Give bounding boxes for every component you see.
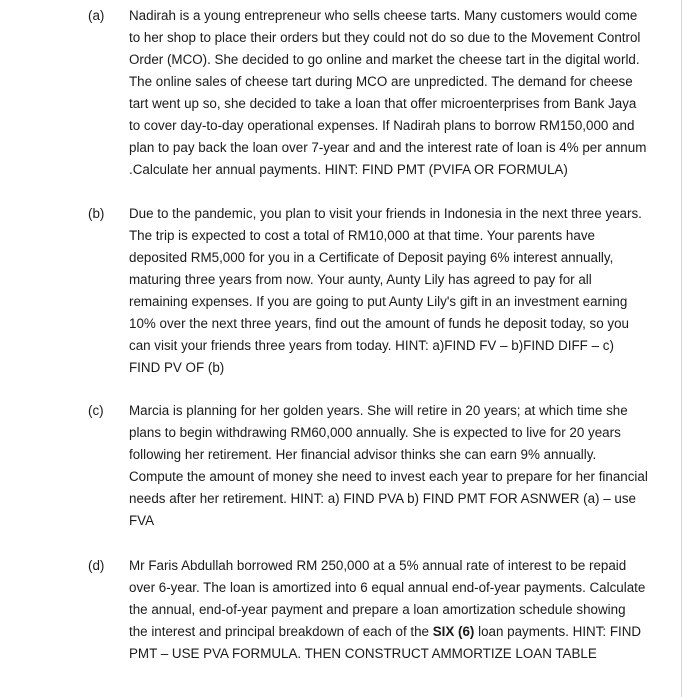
page-edge-divider <box>681 0 682 697</box>
text-segment: loan payments. HINT: FIND <box>474 624 642 639</box>
question-label: (b) <box>88 206 105 221</box>
question-text-line: plans to begin withdrawing RM60,000 annually. She is expected to live for 20 years <box>129 425 621 440</box>
question-text-line-mixed <box>129 621 641 643</box>
question-text-line: over 6-year. The loan is amortized into 6 equal annual end-of-year payments. Calculate <box>129 580 646 595</box>
question-text-line: Marcia is planning for her golden years. She will retire in 20 years; at which time she <box>129 403 628 418</box>
question-text-line: Order (MCO). She decided to go online and market the cheese tart in the digital world. <box>129 52 640 67</box>
question-text-line: Compute the amount of money she need to invest each year to prepare for her financial <box>129 469 648 484</box>
question-text-line: following her retirement. Her financial advisor thinks she can earn 9% annually. <box>129 447 597 462</box>
question-label: (d) <box>88 558 105 573</box>
question-text-line: maturing three years from now. Your aunty, Aunty Lily has agreed to pay for all <box>129 272 592 287</box>
question-text-line: The trip is expected to cost a total of RM10,000 at that time. Your parents have <box>129 228 595 243</box>
question-text-line: deposited RM5,000 for you in a Certificate of Deposit paying 6% interest annually, <box>129 250 614 265</box>
question-text-line: to her shop to place their orders but they could not do so due to the Movement Control <box>129 30 641 45</box>
question-text-line: tart went up so, she decided to take a loan that offer microenterprises from Bank Jaya <box>129 96 637 111</box>
question-text-line: Mr Faris Abdullah borrowed RM 250,000 at a 5% annual rate of interest to be repaid <box>129 558 627 573</box>
question-text-line: to cover day-to-day operational expenses. If Nadirah plans to borrow RM150,000 and <box>129 118 635 133</box>
question-text-line: 10% over the next three years, find out the amount of funds he deposit today, so you <box>129 316 629 331</box>
emphasis-six: SIX (6) <box>432 624 475 639</box>
text-segment: the interest and principal breakdown of each of the <box>129 624 433 639</box>
question-label: (a) <box>88 8 105 23</box>
question-text-line: FVA <box>129 513 155 528</box>
question-text-line: the annual, end-of-year payment and prepare a loan amortization schedule showing <box>129 602 626 617</box>
question-label: (c) <box>88 403 104 418</box>
question-text-line: needs after her retirement. HINT: a) FIND PVA b) FIND PMT FOR ASNWER (a) – use <box>129 491 636 506</box>
question-text-line: Nadirah is a young entrepreneur who sells cheese tarts. Many customers would come <box>129 8 638 23</box>
question-text-line: Due to the pandemic, you plan to visit your friends in Indonesia in the next three years. <box>129 206 642 221</box>
question-text-line: .Calculate her annual payments. HINT: FIND PMT (PVIFA OR FORMULA) <box>129 162 568 177</box>
question-text-line: remaining expenses. If you are going to put Aunty Lily's gift in an investment earning <box>129 294 628 309</box>
question-text-line: PMT – USE PVA FORMULA. THEN CONSTRUCT AMMORTIZE LOAN TABLE <box>129 646 597 661</box>
question-text-line: The online sales of cheese tart during MCO are unpredicted. The demand for cheese <box>129 74 633 89</box>
question-text-line: can visit your friends three years from today. HINT: a)FIND FV – b)FIND DIFF – c) <box>129 338 614 353</box>
question-text-line: FIND PV OF (b) <box>129 360 225 375</box>
question-text-line: plan to pay back the loan over 7-year and and the interest rate of loan is 4% per annum <box>129 140 647 155</box>
